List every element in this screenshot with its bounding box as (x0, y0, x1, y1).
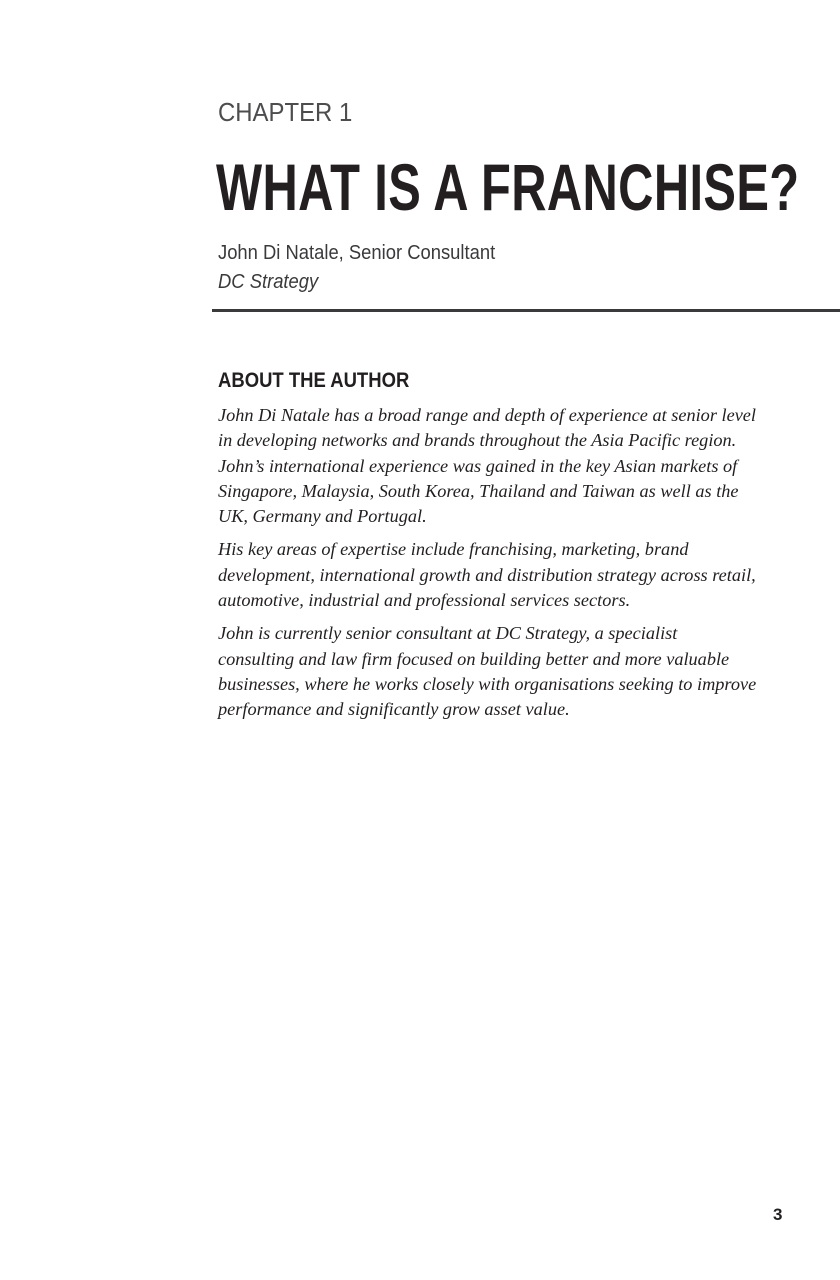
chapter-title: WHAT IS A FRANCHISE? (216, 150, 800, 224)
author-name: John Di Natale, Senior Consultant (218, 242, 496, 264)
bio-paragraph: His key areas of expertise include franchising, marketing, brand development, international growth and distribution strategy across retail, automotive, industrial and professional services sectors. (218, 539, 756, 611)
chapter-label: CHAPTER 1 (218, 97, 353, 127)
about-author-heading: ABOUT THE AUTHOR (218, 369, 410, 392)
bio-paragraph: John is currently senior consultant at DC Strategy, a specialist consulting and law firm focused on building better and more valuable businesses, where he works closely with organisations seeking to improve performance and significantly grow asset value. (218, 623, 757, 720)
page-number: 3 (773, 1205, 783, 1224)
header-divider (212, 309, 840, 312)
bio-paragraph: John Di Natale has a broad range and depth of experience at senior level in developing networks and brands throughout the Asia Pacific region. John’s international experience was gained in the key Asian markets of Singapore, Malaysia, South Korea, Thailand and Taiwan as well as the UK, Germany and Portugal. (218, 405, 757, 527)
author-organisation: DC Strategy (218, 271, 319, 293)
author-bio (218, 403, 758, 731)
